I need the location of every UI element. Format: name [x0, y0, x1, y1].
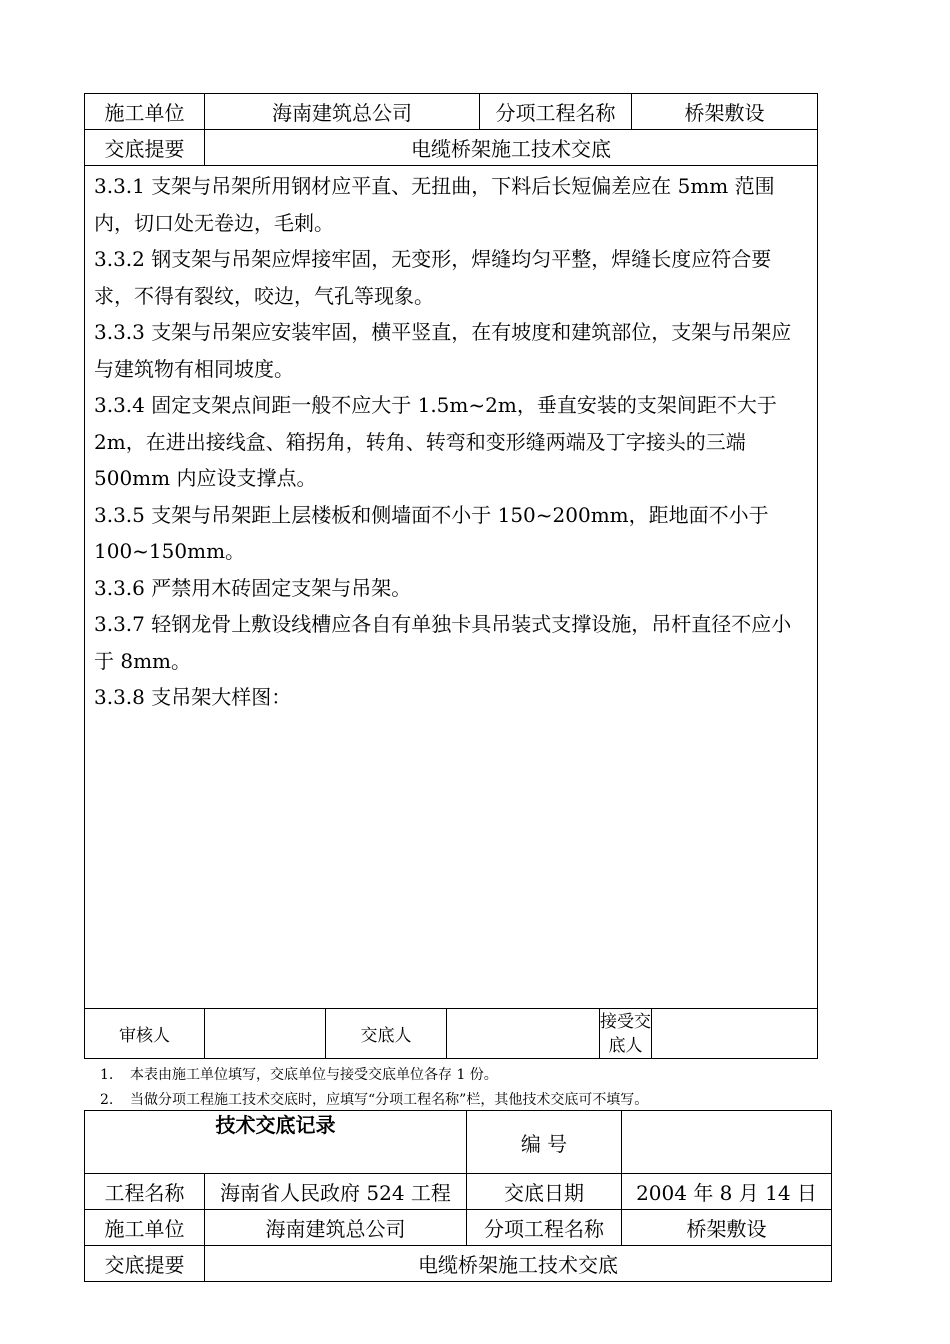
- discloser-label: 交底人: [326, 1009, 447, 1059]
- footnote-2: 2. 当做分项工程施工技术交底时，应填写“分项工程名称”栏，其他技术交底可不填写。: [100, 1092, 649, 1108]
- paragraph-3-3-8: 3.3.8 支吊架大样图：: [94, 685, 292, 709]
- project-value: 海南省人民政府 524 工程: [205, 1174, 467, 1210]
- paragraph-3-3-1: 3.3.1 支架与吊架所用钢材应平直、无扭曲，下料后长短偏差应在 5mm 范围内，切口处无卷边，毛刺。: [94, 174, 775, 235]
- reviewer-label: 审核人: [85, 1009, 205, 1059]
- sub-project-value-2: 桥架敷设: [622, 1210, 832, 1246]
- footnote-1: 1. 本表由施工单位填写，交底单位与接受交底单位各存 1 份。: [100, 1067, 498, 1083]
- sub-project-value: 桥架敷设: [632, 94, 818, 130]
- paragraph-3-3-6: 3.3.6 严禁用木砖固定支架与吊架。: [94, 575, 412, 600]
- paragraph-3-3-7: 3.3.7 轻钢龙骨上敷设线槽应各自有单独卡具吊装式支撑设施，吊杆直径不应小于 8mm。: [94, 612, 792, 673]
- summary-label: 交底提要: [85, 130, 205, 166]
- sub-project-label-2: 分项工程名称: [467, 1210, 622, 1246]
- receiver-label: 接受交底人: [600, 1009, 652, 1059]
- unit-label: 施工单位: [85, 94, 205, 130]
- paragraph-3-3-2: 3.3.2 钢支架与吊架应焊接牢固，无变形，焊缝均匀平整，焊缝长度应符合要求，不得有裂纹，咬边，气孔等现象。: [94, 247, 772, 308]
- disclosure-record-table: [84, 1110, 832, 1282]
- unit-value: 海南建筑总公司: [205, 94, 480, 130]
- date-value: 2004 年 8 月 14 日: [622, 1174, 832, 1210]
- number-value: [622, 1111, 832, 1174]
- unit-value-2: 海南建筑总公司: [205, 1210, 467, 1246]
- sub-project-label: 分项工程名称: [480, 94, 632, 130]
- footnotes: [100, 1063, 648, 1113]
- unit-label-2: 施工单位: [85, 1210, 205, 1246]
- disclosure-content: [85, 166, 818, 1009]
- summary-value: 电缆桥架施工技术交底: [205, 130, 818, 166]
- date-label: 交底日期: [467, 1174, 622, 1210]
- discloser-value: [447, 1009, 600, 1059]
- summary-label-2: 交底提要: [85, 1246, 205, 1282]
- number-label: 编 号: [467, 1111, 622, 1174]
- reviewer-value: [205, 1009, 326, 1059]
- summary-value-2: 电缆桥架施工技术交底: [205, 1246, 832, 1282]
- record-title: 技术交底记录: [85, 1111, 467, 1174]
- project-label: 工程名称: [85, 1174, 205, 1210]
- disclosure-table-page1: [84, 93, 818, 1059]
- paragraph-3-3-3: 3.3.3 支架与吊架应安装牢固，横平竖直，在有坡度和建筑部位，支架与吊架应与建筑物有相同坡度。: [94, 320, 792, 381]
- paragraph-3-3-4: 3.3.4 固定支架点间距一般不应大于 1.5m~2m，垂直安装的支架间距不大于 2m，在进出接线盒、箱拐角，转角、转弯和变形缝两端及丁字接头的三端 500mm 内应设支撑点。: [94, 393, 777, 490]
- paragraph-3-3-5: 3.3.5 支架与吊架距上层楼板和侧墙面不小于 150~200mm，距地面不小于 100~150mm。: [94, 502, 769, 563]
- receiver-value: [652, 1009, 818, 1059]
